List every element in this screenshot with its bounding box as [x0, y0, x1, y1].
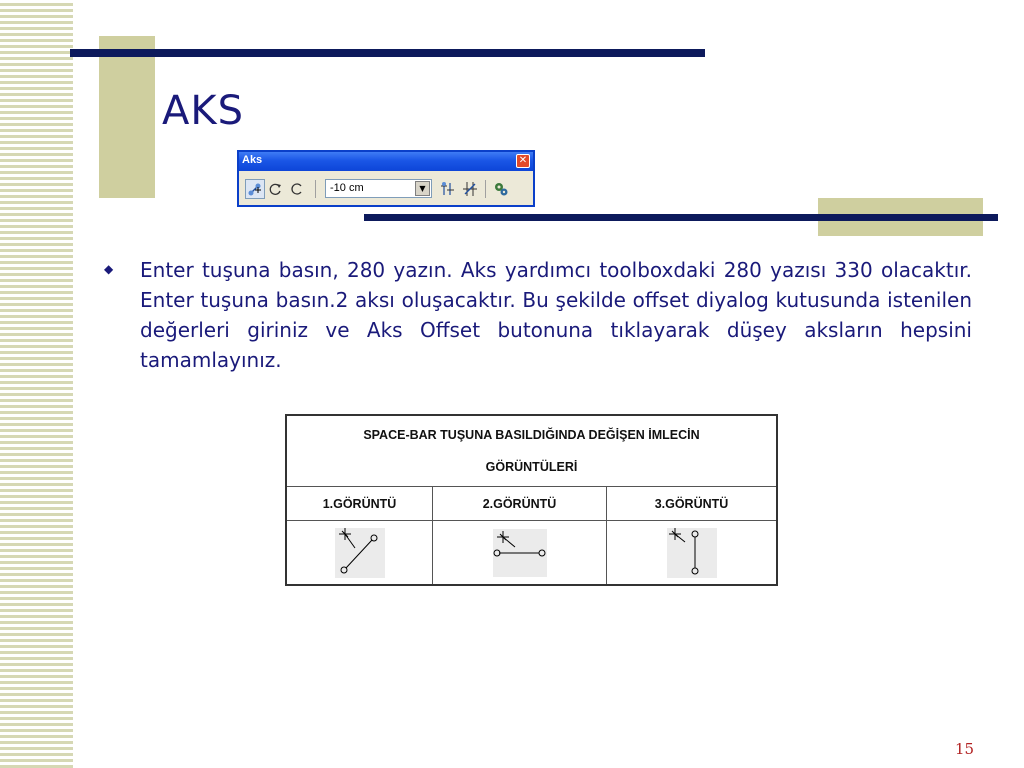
column-header-1: 1.GÖRÜNTÜ: [286, 487, 433, 521]
offset-distance-value: -10 cm: [330, 182, 364, 194]
left-stripe-decoration: [0, 0, 73, 768]
bottom-rule: [364, 214, 998, 221]
table-header: [286, 415, 777, 487]
table-cell: [433, 521, 607, 586]
toolbar-titlebar[interactable]: [239, 152, 533, 171]
axis-trim-icon[interactable]: [460, 179, 480, 199]
toolbar-title: Aks: [242, 154, 263, 166]
toolbar-separator: [485, 180, 486, 198]
axis-draw-icon[interactable]: [245, 179, 265, 199]
table-cell: [607, 521, 778, 586]
axis-offset-icon[interactable]: [438, 179, 458, 199]
column-header-2: 2.GÖRÜNTÜ: [433, 487, 607, 521]
rotate-ccw-icon[interactable]: [287, 179, 307, 199]
page-number: 15: [955, 740, 975, 758]
top-rule: [70, 49, 705, 57]
toolbar-separator: [315, 180, 316, 198]
table-header-line2: GÖRÜNTÜLERİ: [485, 460, 578, 474]
column-header-3: 3.GÖRÜNTÜ: [607, 487, 778, 521]
bullet-icon: ◆: [104, 262, 114, 276]
offset-distance-select[interactable]: [325, 179, 432, 198]
cursor-views-table: [285, 414, 778, 586]
close-icon[interactable]: ✕: [516, 154, 530, 168]
table-header-line1: SPACE-BAR TUŞUNA BASILDIĞINDA DEĞİŞEN İMLECİN: [363, 428, 700, 442]
table-cell: [286, 521, 433, 586]
diagonal-cursor-icon: [335, 528, 385, 578]
slide-title: AKS: [162, 88, 244, 134]
vertical-cursor-icon: [667, 528, 717, 578]
left-accent-block: [99, 36, 155, 198]
horizontal-cursor-icon: [493, 529, 547, 577]
aks-toolbar-window[interactable]: [237, 150, 535, 207]
instruction-paragraph: Enter tuşuna basın, 280 yazın. Aks yardımcı toolboxdaki 280 yazısı 330 olacaktır. Enter tuşuna basın.2 aksı oluşacaktır. Bu şekilde offset diyalog kutusunda istenilen değerleri giriniz ve Aks Offset butonuna tıklayarak düşey aksların hepsini tamamlayınız.: [140, 258, 972, 372]
rotate-cw-icon[interactable]: [266, 179, 286, 199]
chevron-down-icon[interactable]: ▼: [415, 181, 430, 196]
settings-icon[interactable]: [491, 179, 511, 199]
